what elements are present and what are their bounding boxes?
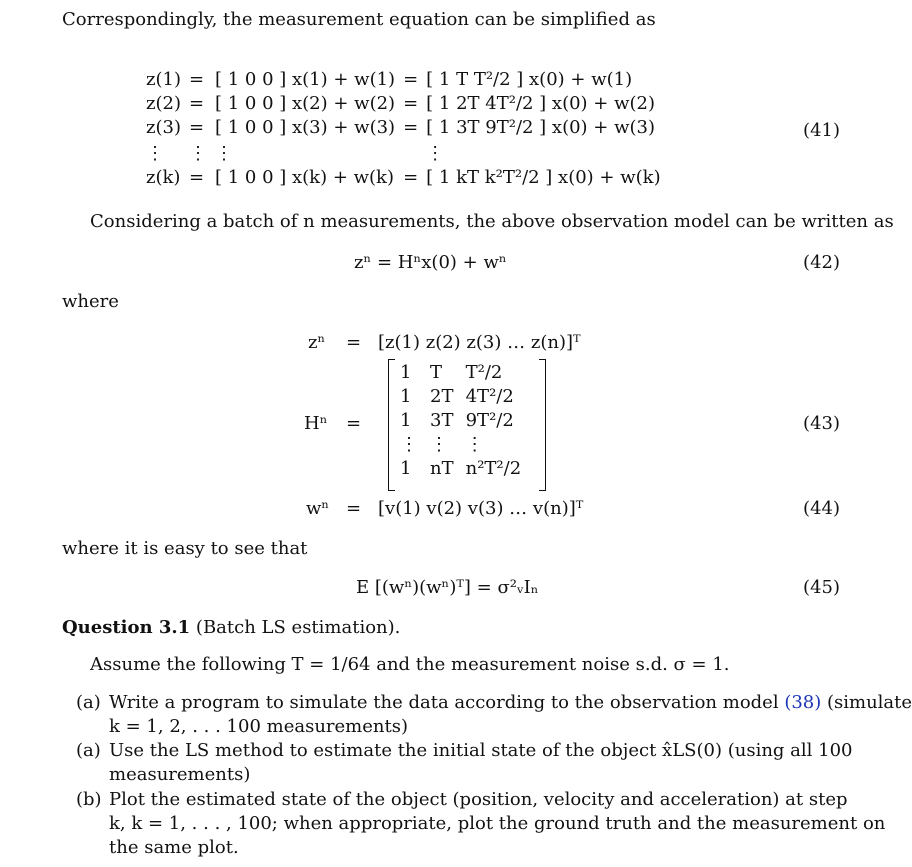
eq41-rhs: [ 1 T T²/2 ] x(0) + w(1) bbox=[426, 69, 633, 90]
item-2-line-1: Use the LS method to estimate the initial state of the object x̂LS(0) (using all 100 bbox=[109, 740, 853, 761]
eq41-rhs: ⋮ bbox=[426, 143, 445, 164]
equation-ref-38[interactable]: (38) bbox=[784, 692, 822, 713]
h-matrix-cell: 9T²/2 bbox=[465, 410, 514, 431]
h-matrix-row bbox=[394, 385, 527, 409]
item-3-line-2: k, k = 1, . . . , 100; when appropriate, plot the ground truth and the measurement on bbox=[109, 813, 886, 834]
eq41-mid: ⋮ bbox=[214, 143, 233, 164]
eq41-eq2: = bbox=[403, 69, 419, 90]
assume-text: Assume the following T = 1/64 and the measurement noise s.d. σ = 1. bbox=[90, 654, 730, 675]
eq41-eq2 bbox=[399, 140, 422, 166]
item-2-marker: (a) bbox=[76, 740, 101, 761]
h-matrix-cell: T²/2 bbox=[465, 362, 503, 383]
eq43-z-lhs: zⁿ bbox=[308, 332, 326, 353]
h-matrix-cell: T bbox=[430, 362, 443, 383]
eq43-h-lhs: Hⁿ bbox=[304, 413, 328, 434]
eq41-eq2: = bbox=[403, 93, 419, 114]
h-matrix-row bbox=[394, 457, 527, 481]
eq41-lhs: z(2) bbox=[146, 93, 181, 114]
eq41-lhs: ⋮ bbox=[146, 143, 164, 164]
where-label: where bbox=[62, 291, 119, 312]
eq43-z-equals: = bbox=[346, 332, 362, 353]
eq41-rhs: [ 1 2T 4T²/2 ] x(0) + w(2) bbox=[426, 93, 656, 114]
h-matrix-cell: ⋮ bbox=[430, 434, 448, 455]
h-matrix-cell: 2T bbox=[430, 386, 454, 407]
h-matrix-cell: 1 bbox=[400, 410, 412, 431]
item-3-marker: (b) bbox=[76, 789, 102, 810]
eq43-h-equals: = bbox=[346, 413, 362, 434]
where-easy-text: where it is easy to see that bbox=[62, 538, 308, 559]
equation-42: zⁿ = Hⁿx(0) + wⁿ bbox=[354, 252, 507, 273]
equation-43-number: (43) bbox=[803, 413, 840, 434]
h-matrix-row bbox=[394, 409, 527, 433]
eq41-rhs: [ 1 3T 9T²/2 ] x(0) + w(3) bbox=[426, 117, 656, 138]
question-heading bbox=[62, 616, 400, 640]
equation-41-row bbox=[142, 92, 665, 116]
eq41-mid: [ 1 0 0 ] x(k) + w(k) bbox=[214, 167, 394, 188]
eq43-z-rhs: [z(1) z(2) z(3) … z(n)]ᵀ bbox=[378, 332, 581, 353]
h-matrix-row bbox=[394, 433, 527, 457]
h-matrix-cell: 1 bbox=[400, 458, 412, 479]
eq41-rhs: [ 1 kT k²T²/2 ] x(0) + w(k) bbox=[426, 167, 661, 188]
equation-41-row bbox=[142, 140, 665, 166]
h-matrix bbox=[388, 359, 546, 491]
equation-41-row bbox=[142, 68, 665, 92]
eq41-eq2: = bbox=[403, 167, 419, 188]
item-3-line-3: the same plot. bbox=[109, 837, 239, 858]
question-label: Question 3.1 bbox=[62, 617, 191, 638]
h-matrix-cell: ⋮ bbox=[400, 434, 418, 455]
equation-41-table bbox=[142, 68, 665, 190]
eq41-mid: [ 1 0 0 ] x(1) + w(1) bbox=[214, 69, 396, 90]
h-matrix-right-bracket bbox=[539, 359, 546, 491]
equation-45-number: (45) bbox=[803, 577, 840, 598]
h-matrix-row bbox=[394, 361, 527, 385]
h-matrix-cell: nT bbox=[430, 458, 454, 479]
item-1-marker: (a) bbox=[76, 692, 101, 713]
equation-41-number: (41) bbox=[803, 120, 840, 141]
h-matrix-table bbox=[394, 361, 527, 481]
eq44-equals: = bbox=[346, 498, 362, 519]
eq44-lhs: wⁿ bbox=[306, 498, 330, 519]
item-1-line-1: Write a program to simulate the data according to the observation model (38) (simulate bbox=[109, 692, 912, 713]
eq41-eq1: = bbox=[188, 167, 205, 188]
h-matrix-cell: 4T²/2 bbox=[465, 386, 514, 407]
eq41-eq1: = bbox=[188, 93, 205, 114]
equation-44-number: (44) bbox=[803, 498, 840, 519]
equation-42-number: (42) bbox=[803, 252, 840, 273]
item-3-line-1: Plot the estimated state of the object (position, velocity and acceleration) at step bbox=[109, 789, 848, 810]
equation-45: E [(wⁿ)(wⁿ)ᵀ] = σ²ᵥIₙ bbox=[356, 577, 539, 598]
eq41-mid: [ 1 0 0 ] x(3) + w(3) bbox=[214, 117, 396, 138]
intro-text: Correspondingly, the measurement equation can be simplified as bbox=[62, 9, 656, 30]
eq44-rhs: [v(1) v(2) v(3) … v(n)]ᵀ bbox=[378, 498, 584, 519]
eq41-mid: [ 1 0 0 ] x(2) + w(2) bbox=[214, 93, 396, 114]
h-matrix-cell: n²T²/2 bbox=[465, 458, 522, 479]
eq41-lhs: z(3) bbox=[146, 117, 181, 138]
eq41-eq1: ⋮ bbox=[188, 143, 207, 164]
h-matrix-cell: 1 bbox=[400, 386, 412, 407]
equation-41-row bbox=[142, 116, 665, 140]
item-2-line-2: measurements) bbox=[109, 764, 251, 785]
eq41-eq2: = bbox=[403, 117, 419, 138]
item-1-line-2: k = 1, 2, . . . 100 measurements) bbox=[109, 716, 408, 737]
h-matrix-cell: ⋮ bbox=[465, 434, 484, 455]
eq41-eq1: = bbox=[188, 69, 205, 90]
eq41-lhs: z(k) bbox=[146, 167, 181, 188]
eq41-eq1: = bbox=[188, 117, 205, 138]
equation-41-row bbox=[142, 166, 665, 190]
h-matrix-cell: 3T bbox=[430, 410, 454, 431]
question-title: (Batch LS estimation). bbox=[195, 617, 401, 638]
equation-41 bbox=[142, 68, 665, 190]
h-matrix-cell: 1 bbox=[400, 362, 412, 383]
batch-text: Considering a batch of n measurements, the above observation model can be written as bbox=[90, 211, 894, 232]
eq41-lhs: z(1) bbox=[146, 69, 181, 90]
